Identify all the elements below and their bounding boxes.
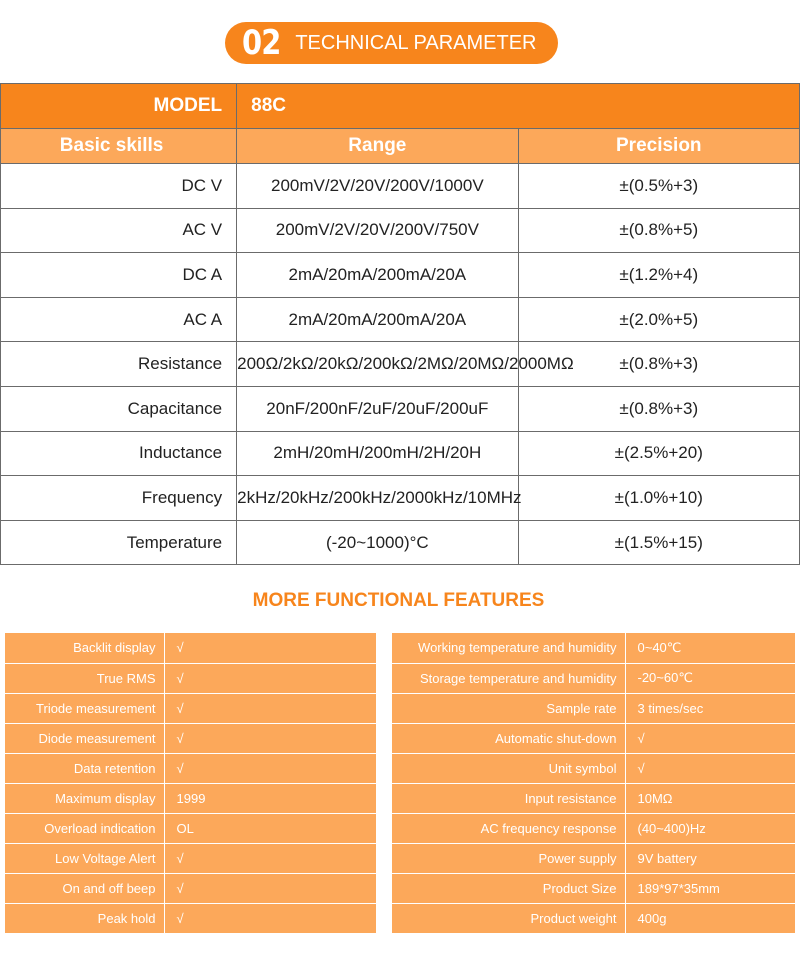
precision-cell: ±(0.8%+3): [518, 342, 799, 387]
feature-label: Data retention: [5, 753, 164, 783]
precision-cell: ±(1.2%+4): [518, 253, 799, 298]
feature-value: 9V battery: [625, 843, 795, 873]
list-item: [392, 843, 795, 873]
feature-label: Sample rate: [392, 693, 625, 723]
range-cell: 20nF/200nF/2uF/20uF/200uF: [237, 386, 518, 431]
precision-cell: ±(1.5%+15): [518, 520, 799, 565]
feature-value: 3 times/sec: [625, 693, 795, 723]
feature-value: √: [164, 873, 376, 903]
list-item: [5, 783, 376, 813]
list-item: [5, 753, 376, 783]
feature-label: Peak hold: [5, 903, 164, 933]
list-item: [392, 663, 795, 693]
list-item: [5, 663, 376, 693]
skill-cell: DC A: [1, 253, 237, 298]
feature-value: 189*97*35mm: [625, 873, 795, 903]
feature-label: Input resistance: [392, 783, 625, 813]
feature-label: Working temperature and humidity: [392, 633, 625, 663]
list-item: [392, 723, 795, 753]
table-row: [1, 476, 800, 521]
feature-label: Diode measurement: [5, 723, 164, 753]
feature-value: -20~60℃: [625, 663, 795, 693]
list-item: [5, 873, 376, 903]
precision-cell: ±(2.0%+5): [518, 297, 799, 342]
feature-value: √: [164, 633, 376, 663]
feature-value: √: [164, 723, 376, 753]
precision-cell: ±(1.0%+10): [518, 476, 799, 521]
list-item: [392, 693, 795, 723]
feature-value: 0~40℃: [625, 633, 795, 663]
feature-label: On and off beep: [5, 873, 164, 903]
feature-label: AC frequency response: [392, 813, 625, 843]
range-cell: 2kHz/20kHz/200kHz/2000kHz/10MHz: [237, 476, 518, 521]
feature-value: √: [164, 693, 376, 723]
model-label: MODEL: [1, 84, 237, 129]
feature-label: Product weight: [392, 903, 625, 933]
list-item: [392, 633, 795, 663]
precision-cell: ±(0.8%+3): [518, 386, 799, 431]
skill-cell: Resistance: [1, 342, 237, 387]
column-header-range: Range: [237, 129, 518, 164]
range-cell: 2mH/20mH/200mH/2H/20H: [237, 431, 518, 476]
feature-value: √: [625, 753, 795, 783]
column-header-precision: Precision: [518, 129, 799, 164]
range-cell: 200Ω/2kΩ/20kΩ/200kΩ/2MΩ/20MΩ/2000MΩ: [237, 342, 518, 387]
feature-label: Power supply: [392, 843, 625, 873]
skill-cell: AC V: [1, 208, 237, 253]
skill-cell: Temperature: [1, 520, 237, 565]
feature-value: √: [625, 723, 795, 753]
feature-label: Triode measurement: [5, 693, 164, 723]
list-item: [392, 783, 795, 813]
skill-cell: Inductance: [1, 431, 237, 476]
list-item: [392, 813, 795, 843]
skill-cell: Frequency: [1, 476, 237, 521]
table-row: [1, 208, 800, 253]
feature-value: (40~400)Hz: [625, 813, 795, 843]
range-cell: 200mV/2V/20V/200V/1000V: [237, 164, 518, 209]
feature-value: √: [164, 843, 376, 873]
list-item: [5, 843, 376, 873]
table-row: [1, 520, 800, 565]
feature-label: Unit symbol: [392, 753, 625, 783]
list-item: [392, 753, 795, 783]
feature-value: 10MΩ: [625, 783, 795, 813]
precision-cell: ±(0.5%+3): [518, 164, 799, 209]
precision-cell: ±(2.5%+20): [518, 431, 799, 476]
column-header-skills: Basic skills: [1, 129, 237, 164]
section-header-pill: [225, 22, 558, 64]
table-row: [1, 253, 800, 298]
feature-label: Automatic shut-down: [392, 723, 625, 753]
feature-label: Storage temperature and humidity: [392, 663, 625, 693]
feature-label: Overload indication: [5, 813, 164, 843]
list-item: [5, 813, 376, 843]
skill-cell: DC V: [1, 164, 237, 209]
table-row: [1, 164, 800, 209]
feature-label: Low Voltage Alert: [5, 843, 164, 873]
skill-cell: Capacitance: [1, 386, 237, 431]
list-item: [5, 903, 376, 933]
spec-table: [0, 83, 800, 565]
list-item: [5, 633, 376, 663]
table-row: [1, 431, 800, 476]
spec-header-row: [1, 129, 800, 164]
list-item: [5, 693, 376, 723]
feature-value: √: [164, 903, 376, 933]
list-item: [392, 873, 795, 903]
model-row: [1, 84, 800, 129]
table-row: [1, 297, 800, 342]
skill-cell: AC A: [1, 297, 237, 342]
feature-label: True RMS: [5, 663, 164, 693]
range-cell: 2mA/20mA/200mA/20A: [237, 297, 518, 342]
feature-value: OL: [164, 813, 376, 843]
table-row: [1, 386, 800, 431]
feature-label: Product Size: [392, 873, 625, 903]
range-cell: 200mV/2V/20V/200V/750V: [237, 208, 518, 253]
feature-label: Maximum display: [5, 783, 164, 813]
table-row: [1, 342, 800, 387]
features-table-left: [5, 633, 376, 934]
feature-value: 1999: [164, 783, 376, 813]
model-value: 88C: [237, 84, 800, 129]
features-table-right: [392, 633, 795, 934]
range-cell: 2mA/20mA/200mA/20A: [237, 253, 518, 298]
feature-value: √: [164, 663, 376, 693]
feature-value: 400g: [625, 903, 795, 933]
feature-label: Backlit display: [5, 633, 164, 663]
list-item: [392, 903, 795, 933]
features-title: MORE FUNCTIONAL FEATURES: [252, 590, 545, 611]
list-item: [5, 723, 376, 753]
precision-cell: ±(0.8%+5): [518, 208, 799, 253]
section-number: 02: [242, 23, 281, 63]
section-title: TECHNICAL PARAMETER: [295, 31, 537, 54]
range-cell: (-20~1000)°C: [237, 520, 518, 565]
feature-value: √: [164, 753, 376, 783]
